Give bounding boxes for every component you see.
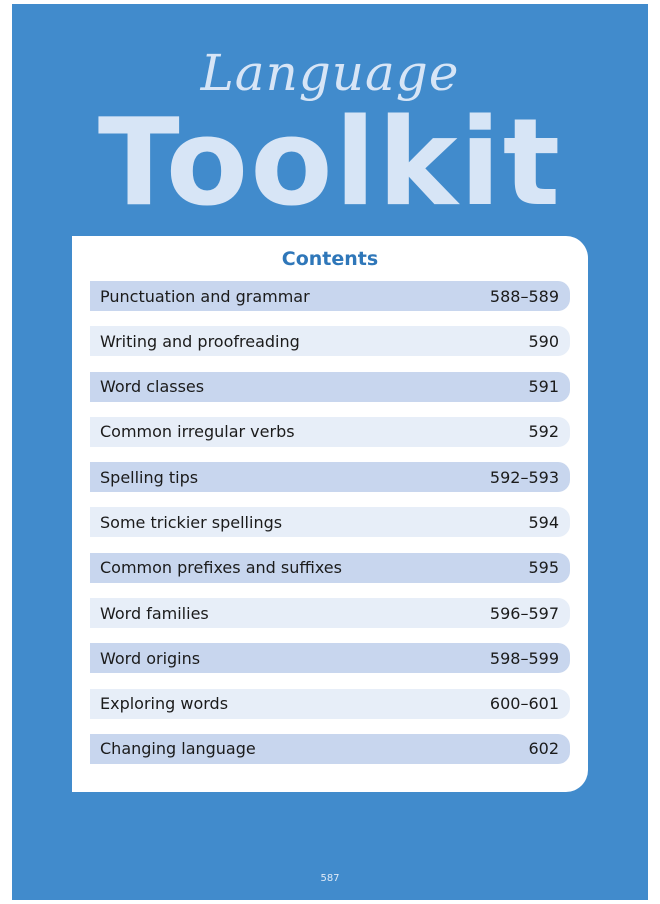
- contents-list: [90, 281, 570, 779]
- main-title: Toolkit: [97, 94, 563, 233]
- item-pages: 590: [528, 331, 559, 351]
- item-pages: 592: [528, 422, 559, 442]
- item-pages: 588–589: [489, 286, 559, 306]
- page: [12, 4, 648, 900]
- item-title: Word classes: [100, 377, 205, 397]
- item-title: Word families: [100, 603, 209, 623]
- list-item: [90, 326, 570, 356]
- list-item: [90, 417, 570, 447]
- list-item: [90, 372, 570, 402]
- item-title: Spelling tips: [100, 467, 199, 487]
- contents-heading: Contents: [281, 248, 379, 270]
- item-title: Writing and proofreading: [100, 331, 300, 351]
- item-pages: 598–599: [489, 648, 559, 668]
- item-title: Exploring words: [100, 694, 229, 714]
- page-number: 587: [320, 873, 340, 884]
- list-item: [90, 734, 570, 764]
- item-title: Word origins: [100, 648, 201, 668]
- contents-card: [72, 236, 588, 792]
- list-item: [90, 507, 570, 537]
- list-item: [90, 643, 570, 673]
- item-title: Changing language: [100, 739, 256, 759]
- item-pages: 595: [528, 558, 559, 578]
- item-pages: 600–601: [489, 694, 559, 714]
- list-item: [90, 598, 570, 628]
- item-pages: 596–597: [489, 603, 559, 623]
- list-item: [90, 462, 570, 492]
- item-pages: 592–593: [489, 467, 559, 487]
- list-item: [90, 281, 570, 311]
- list-item: [90, 553, 570, 583]
- item-title: Common irregular verbs: [100, 422, 295, 442]
- list-item: [90, 689, 570, 719]
- item-title: Punctuation and grammar: [100, 286, 310, 306]
- item-title: Common prefixes and suffixes: [100, 558, 342, 578]
- item-title: Some trickier spellings: [100, 512, 283, 532]
- item-pages: 591: [528, 377, 559, 397]
- item-pages: 594: [528, 512, 559, 532]
- item-pages: 602: [528, 739, 559, 759]
- script-title: Language: [200, 44, 460, 102]
